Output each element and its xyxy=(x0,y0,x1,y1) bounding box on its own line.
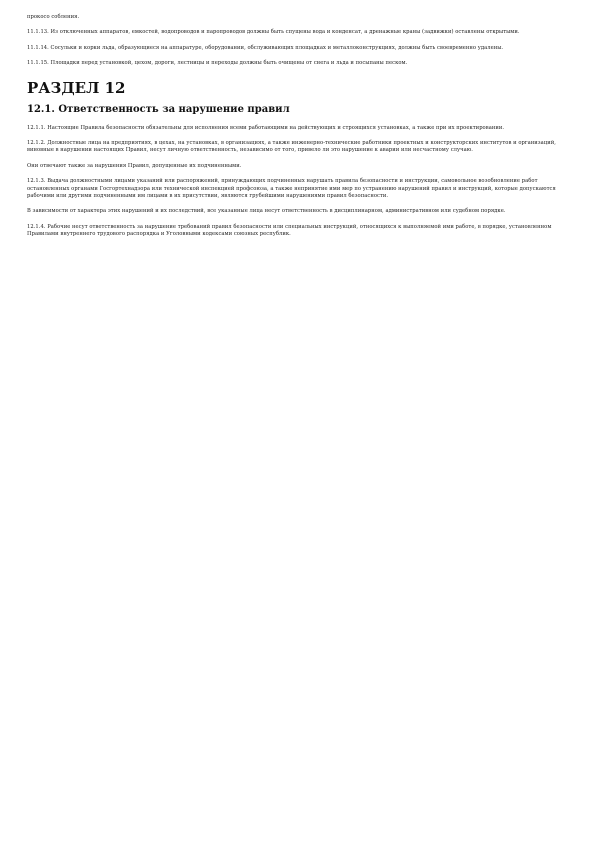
paragraph-11-1-14: 11.1.14. Сосульки и корки льда, образующиеся на аппаратуре, оборудовании, обслуживающих площадках и металлоконструкциях, должны быть своевременно удалены. xyxy=(27,44,504,51)
paragraph-responsibility: В зависимости от характера этих нарушений и их последствий, все указанные лица несут ответственность в дисциплинарном, административном или судебном порядке. xyxy=(27,208,506,215)
subsection-title: 12.1. Ответственность за нарушение правил xyxy=(27,103,290,115)
paragraph-11-1-13: 11.1.13. Из отключенных аппаратов, емкостей, водопроводов и паропроводов должны быть спущены вода и конденсат, а дренажные краны (задвижки) оставлены открытыми. xyxy=(27,29,520,36)
paragraph-12-1-4: 12.1.4. Рабочие несут ответственность за нарушение требований правил безопасности или специальных инструкций, относящихся к выполняемой ими работе, в порядке, установленном Правилами внутреннего трудового распорядка и Уголовными кодексами союзных республик. xyxy=(27,223,552,238)
paragraph-11-1-15: 11.1.15. Площадки перед установкой, цехом, дороги, лестницы и переходы должны быть очищены от снега и льда и посыпаны песком. xyxy=(27,60,408,67)
paragraph-12-1-3: 12.1.3. Выдача должностными лицами указаний или распоряжений, принуждающих подчиненных нарушать правила безопасности и инструкции, самовольное возобновление работ остановленных органами Госгортехнадзора или технической инспекцией профсоюза, а также непринятие ими мер по устранению нарушений правил и инструкций, которые допускаются рабочими или другими подчиненными им лицами в их присутствии, являются грубейшими нарушениями правил безопасности. xyxy=(27,178,556,200)
section-title: РАЗДЕЛ 12 xyxy=(27,78,126,97)
paragraph-subordinates: Они отвечают также за нарушения Правил, допущенные их подчиненными. xyxy=(27,162,242,169)
paragraph-12-1-2: 12.1.2. Должностные лица на предприятиях, в цехах, на установках, в организациях, а также инженерно-технические работники проектных и конструкторских институтов и организаций, виновные в нарушении настоящих Правил, несут личную ответственность, независимо от того, привело ли это нарушение к аварии или несчастному случаю. xyxy=(27,140,556,154)
top-fragment: прокосо собления. xyxy=(27,14,80,20)
document-page xyxy=(27,14,572,247)
paragraph-12-1-1: 12.1.1. Настоящие Правила безопасности обязательны для исполнения всеми работающими на действующих и строящихся установках, а также при их проектировании. xyxy=(27,124,505,131)
